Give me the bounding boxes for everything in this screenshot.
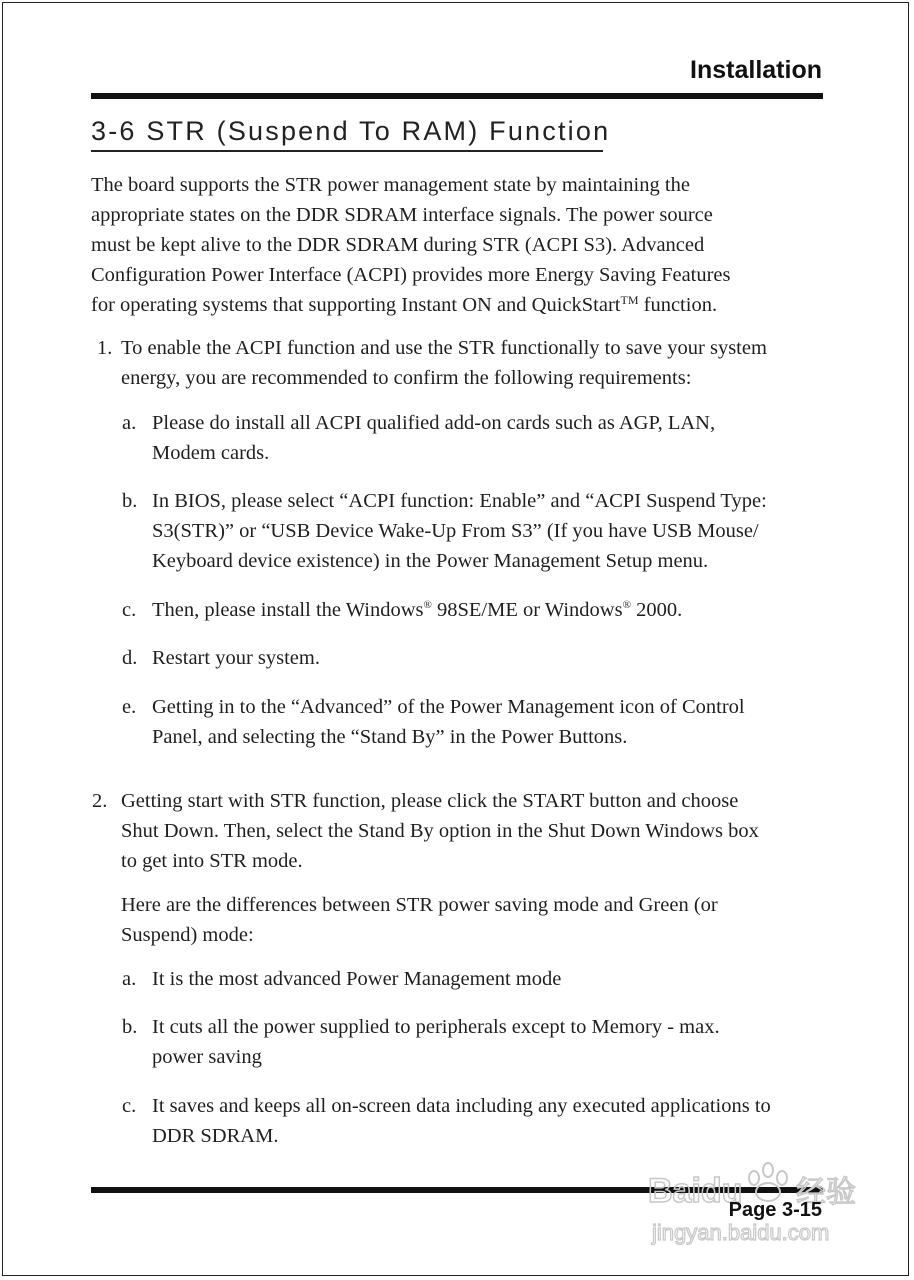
item-1c-letter: c.	[122, 599, 137, 621]
item-1-text: To enable the ACPI function and use the STR functionally to save your system energy, you are recommended to confirm the following requirements:	[121, 337, 767, 389]
section-title: 3-6 STR (Suspend To RAM) Function	[91, 116, 603, 152]
svg-text:jingyan.baidu.com: jingyan.baidu.com	[652, 1220, 830, 1245]
svg-text:经验: 经验	[796, 1175, 856, 1210]
item-1b-text: In BIOS, please select “ACPI function: Enable” and “ACPI Suspend Type: S3(STR)” or “USB Device Wake-Up From S3” (If you have USB Mouse/ Keyboard device existence) in the Power Management Setup menu.	[152, 490, 767, 572]
item-1c-text: Then, please install the Windows® 98SE/ME or Windows® 2000.	[152, 599, 683, 621]
item-2a-letter: a.	[122, 968, 137, 990]
header-title: Installation	[690, 56, 822, 84]
footer-rule	[91, 1187, 823, 1193]
item-1-number: 1.	[97, 337, 113, 359]
item-1d-text: Restart your system.	[152, 647, 320, 669]
item-1a-text: Please do install all ACPI qualified add-on cards such as AGP, LAN, Modem cards.	[152, 412, 716, 464]
item-1b-letter: b.	[122, 490, 138, 512]
item-2a-text: It is the most advanced Power Management mode	[152, 968, 562, 990]
differences-intro: Here are the differences between STR power saving mode and Green (or Suspend) mode:	[121, 894, 718, 946]
item-2c-text: It saves and keeps all on-screen data including any executed applications to DDR SDRAM.	[152, 1095, 771, 1147]
header-rule	[91, 93, 823, 99]
item-1d-letter: d.	[122, 647, 138, 669]
item-2b-letter: b.	[122, 1016, 138, 1038]
intro-paragraph: The board supports the STR power management state by maintaining the appropriate states on the DDR SDRAM interface signals. The power source must be kept alive to the DDR SDRAM during STR (ACPI S3). Advanced Configuration Power Interface (ACPI) provides more Energy Saving Features for operating systems that supporting Instant ON and QuickStart™ function.	[91, 174, 731, 316]
item-2c-letter: c.	[122, 1095, 137, 1117]
item-1a-letter: a.	[122, 412, 137, 434]
page-number: Page 3-15	[728, 1199, 822, 1221]
item-1e-text: Getting in to the “Advanced” of the Power Management icon of Control Panel, and selecting the “Stand By” in the Power Buttons.	[152, 696, 745, 748]
svg-text:Baidu: Baidu	[648, 1172, 743, 1210]
item-1e-letter: e.	[122, 696, 137, 718]
item-2-number: 2.	[92, 790, 108, 812]
item-2b-text: It cuts all the power supplied to peripherals except to Memory - max. power saving	[152, 1016, 720, 1068]
item-2-text: Getting start with STR function, please click the START button and choose Shut Down. Then, select the Stand By option in the Shut Down Windows box to get into STR mode.	[121, 790, 759, 872]
